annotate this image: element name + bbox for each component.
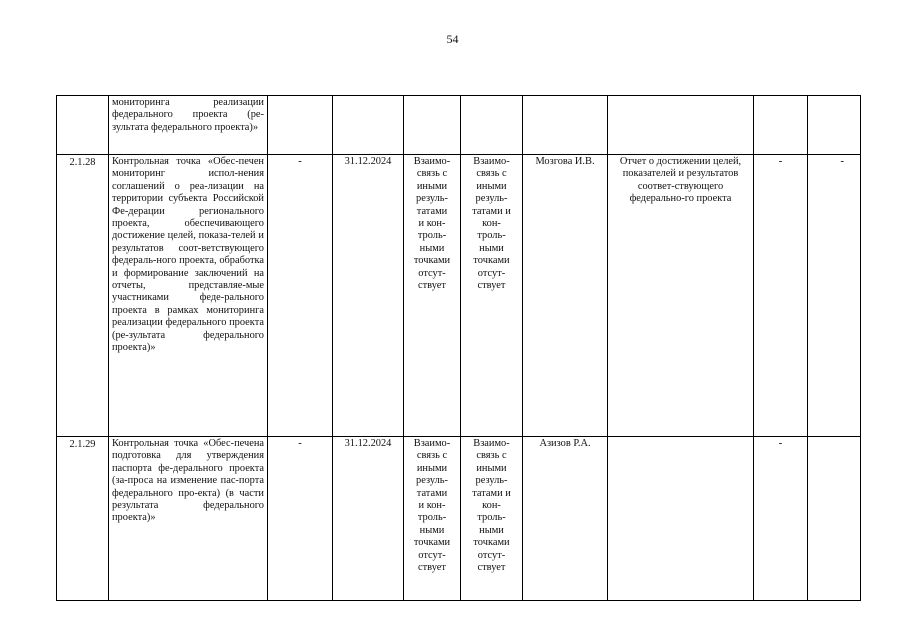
page-number: 54 (446, 32, 459, 46)
deadline-cell: 31.12.2024 (333, 155, 404, 437)
results-link-line: отсут- (418, 267, 446, 279)
row-number (57, 96, 109, 155)
control-points-link-cell (461, 437, 523, 601)
results-link-line: отсут- (418, 549, 446, 561)
results-link-line: иными (416, 462, 448, 474)
control-points-link-line: ствует (477, 280, 506, 292)
responsible-cell: Азизов Р.А. (523, 437, 608, 601)
control-points-link-line: иными (476, 180, 507, 192)
control-points-link-line: связь с (476, 450, 507, 462)
control-points-link-line: ными (479, 242, 504, 254)
extra-cell-9: - (754, 155, 808, 437)
control-points-link-line: резуль- (475, 193, 508, 205)
results-link-line: троль- (417, 230, 447, 242)
control-point-description: мониторинга реализации федерального проекта (ре-зультата федерального проекта)» (109, 96, 268, 155)
document-cell (608, 437, 754, 601)
results-link-cell (404, 155, 461, 437)
responsible-cell: Мозгова И.В. (523, 155, 608, 437)
results-link-line: резуль- (416, 475, 448, 487)
results-link-line: татами (416, 205, 448, 217)
predecessor-cell: - (268, 155, 333, 437)
control-points-link-line: кон- (482, 218, 501, 230)
predecessor-cell: - (268, 437, 333, 601)
deadline-cell: 31.12.2024 (333, 437, 404, 601)
table-row (57, 155, 861, 437)
control-point-description: Контрольная точка «Обес-печена подготовка для утверждения паспорта фе-дерального проекта (за-проса на изменение пас-порта федерального про-екта) (в части результата федерального проекта)» (109, 437, 268, 601)
results-link-line: связь с (416, 450, 448, 462)
control-points-link-line: Взаимо- (473, 438, 510, 449)
results-link-cell (404, 96, 461, 155)
control-points-link-line: иными (476, 462, 507, 474)
extra-cell-10: - (808, 155, 861, 437)
results-link-line: связь с (416, 168, 448, 180)
row-number: 2.1.29 (57, 437, 109, 601)
control-point-description: Контрольная точка «Обес-печен мониторинг испол-нения соглашений о реа-лизации на территории субъекта Российской Фе-дерации регионального проекта, обеспечивающего достижение целей, показа-телей и результатов соот-ветствующего федераль-ного проекта, обработка и формирование заключений на отчеты, представляе-мые участниками феде-рального проекта в рамках мониторинга реализации федерального проекта (ре-зультата федерального проекта)» (109, 155, 268, 437)
control-points-link-cell (461, 96, 523, 155)
results-link-cell (404, 437, 461, 601)
control-points-link-line: татами и (472, 487, 511, 499)
control-points-link-line: ствует (477, 562, 506, 574)
control-points-link-line: татами и (472, 205, 511, 217)
row-number: 2.1.28 (57, 155, 109, 437)
extra-cell-10 (808, 96, 861, 155)
control-points-link-line: ными (479, 524, 504, 536)
control-points-link-line: отсут- (477, 267, 506, 279)
control-points-link-line: кон- (482, 500, 501, 512)
deadline-cell (333, 96, 404, 155)
results-link-line: троль- (417, 512, 447, 524)
control-points-link-line: связь с (476, 168, 507, 180)
results-link-line: татами (416, 487, 448, 499)
table-row (57, 96, 861, 155)
results-link-line: ствует (418, 562, 446, 574)
document-cell (608, 96, 754, 155)
results-link-line: ными (419, 242, 445, 254)
results-link-line: и кон- (418, 218, 446, 230)
results-link-line: ствует (418, 280, 446, 292)
document-cell: Отчет о достижении целей, показателей и результатов соответ-ствующего федерально-го проекта (608, 155, 754, 437)
results-link-line: иными (416, 180, 448, 192)
predecessor-cell (268, 96, 333, 155)
results-link-line: Взаимо- (413, 438, 451, 449)
control-points-link-line: отсут- (477, 549, 506, 561)
responsible-cell (523, 96, 608, 155)
results-link-line: резуль- (416, 193, 448, 205)
results-link-line: ными (419, 524, 445, 536)
results-link-line: Взаимо- (413, 156, 451, 167)
results-link-line: точками (413, 255, 451, 267)
extra-cell-9: - (754, 437, 808, 601)
extra-cell-9 (754, 96, 808, 155)
control-points-table (56, 95, 861, 601)
control-points-link-cell (461, 155, 523, 437)
control-points-link-line: троль- (477, 512, 506, 524)
control-points-link-line: точками (473, 255, 510, 267)
control-points-link-line: точками (473, 537, 510, 549)
results-link-line: точками (413, 537, 451, 549)
extra-cell-10 (808, 437, 861, 601)
control-points-link-line: троль- (477, 230, 506, 242)
results-link-line: и кон- (418, 500, 446, 512)
table-row (57, 437, 861, 601)
control-points-link-line: Взаимо- (473, 156, 510, 167)
control-points-link-line: резуль- (475, 475, 508, 487)
